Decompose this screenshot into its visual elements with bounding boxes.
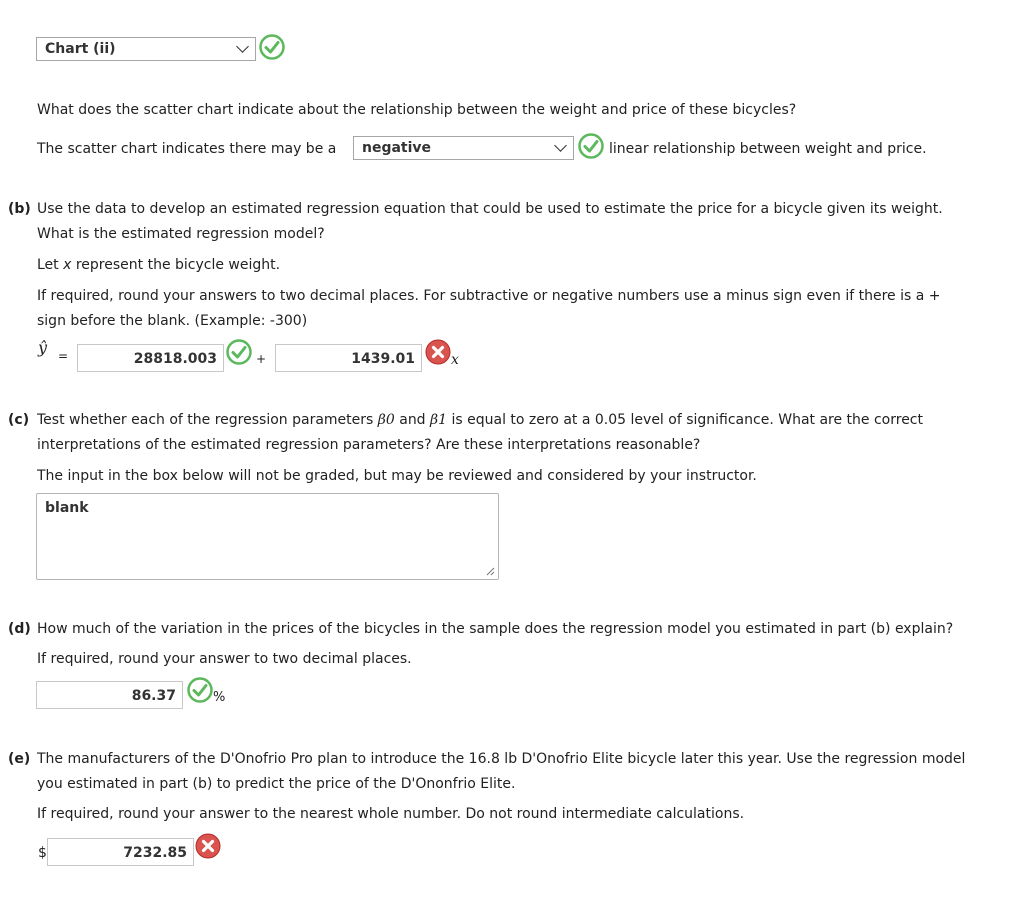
equals-sign: = xyxy=(58,349,69,363)
chevron-down-icon xyxy=(554,139,567,152)
price-input[interactable] xyxy=(47,838,194,866)
relationship-select-value: negative xyxy=(362,140,432,156)
check-circle-icon xyxy=(226,339,252,365)
part-b-line2: What is the estimated regression model? xyxy=(37,226,325,242)
part-d-label: (d) xyxy=(8,621,31,637)
interpretation-textarea[interactable] xyxy=(36,493,499,580)
y-hat-symbol: ŷ xyxy=(38,338,48,357)
part-b-let xyxy=(37,255,280,275)
price-value: 7232.85 xyxy=(123,845,187,861)
part-c-line1a: Test whether each of the regression parameters xyxy=(37,412,374,428)
part-e-label: (e) xyxy=(8,751,31,767)
x-variable: x xyxy=(451,352,459,368)
scatter-suffix: linear relationship between weight and price. xyxy=(609,141,927,157)
part-c-and: and xyxy=(399,412,426,428)
part-c-line1 xyxy=(37,410,923,430)
resize-grip-icon[interactable] xyxy=(485,566,495,576)
let-suffix: represent the bicycle weight. xyxy=(75,257,281,273)
part-b-label: (b) xyxy=(8,201,31,217)
currency-symbol: $ xyxy=(38,845,47,861)
part-e-line2: you estimated in part (b) to predict the price of the D'Ononfrio Elite. xyxy=(37,776,516,792)
beta1-symbol: β1 xyxy=(430,412,448,428)
part-b-instr1: If required, round your answers to two decimal places. For subtractive or negative numbers use a minus sign even if there is a + xyxy=(37,288,941,304)
scatter-question: What does the scatter chart indicate about the relationship between the weight and price of these bicycles? xyxy=(37,102,797,118)
part-c-line2: interpretations of the estimated regression parameters? Are these interpretations reasonable? xyxy=(37,437,701,453)
chevron-down-icon xyxy=(236,40,249,53)
chart-select[interactable] xyxy=(36,37,256,61)
let-variable: x xyxy=(63,257,72,273)
slope-value: 1439.01 xyxy=(351,351,415,367)
part-e-line1: The manufacturers of the D'Onofrio Pro plan to introduce the 16.8 lb D'Onofrio Elite bicycle later this year. Use the regression model xyxy=(37,751,966,767)
variation-input[interactable] xyxy=(36,681,183,709)
part-b-line1: Use the data to develop an estimated regression equation that could be used to estimate the price for a bicycle given its weight. xyxy=(37,201,943,217)
check-circle-icon xyxy=(187,677,213,703)
part-d-line1: How much of the variation in the prices of the bicycles in the sample does the regression model you estimated in part (b) explain? xyxy=(37,621,954,637)
intercept-input[interactable] xyxy=(77,344,224,372)
variation-value: 86.37 xyxy=(131,688,176,704)
part-c-note: The input in the box below will not be graded, but may be reviewed and considered by your instructor. xyxy=(37,468,757,484)
check-circle-icon xyxy=(578,133,604,159)
percent-sign: % xyxy=(213,690,226,705)
slope-input[interactable] xyxy=(275,344,422,372)
scatter-prefix: The scatter chart indicates there may be a xyxy=(37,141,337,157)
plus-sign: + xyxy=(256,352,267,366)
part-c-line1b: is equal to zero at a 0.05 level of significance. What are the correct xyxy=(451,412,923,428)
beta0-symbol: β0 xyxy=(377,412,395,428)
part-d-line2: If required, round your answer to two decimal places. xyxy=(37,651,412,667)
part-b-instr2: sign before the blank. (Example: -300) xyxy=(37,313,308,329)
relationship-select[interactable] xyxy=(353,136,574,160)
check-circle-icon xyxy=(259,34,285,60)
part-e-line3: If required, round your answer to the nearest whole number. Do not round intermediate calculations. xyxy=(37,806,745,822)
let-prefix: Let xyxy=(37,257,59,273)
textarea-value: blank xyxy=(45,500,89,516)
intercept-value: 28818.003 xyxy=(133,351,217,367)
x-circle-icon xyxy=(195,833,221,859)
part-c-label: (c) xyxy=(8,412,30,428)
chart-select-value: Chart (ii) xyxy=(45,41,116,57)
x-circle-icon xyxy=(425,339,451,365)
